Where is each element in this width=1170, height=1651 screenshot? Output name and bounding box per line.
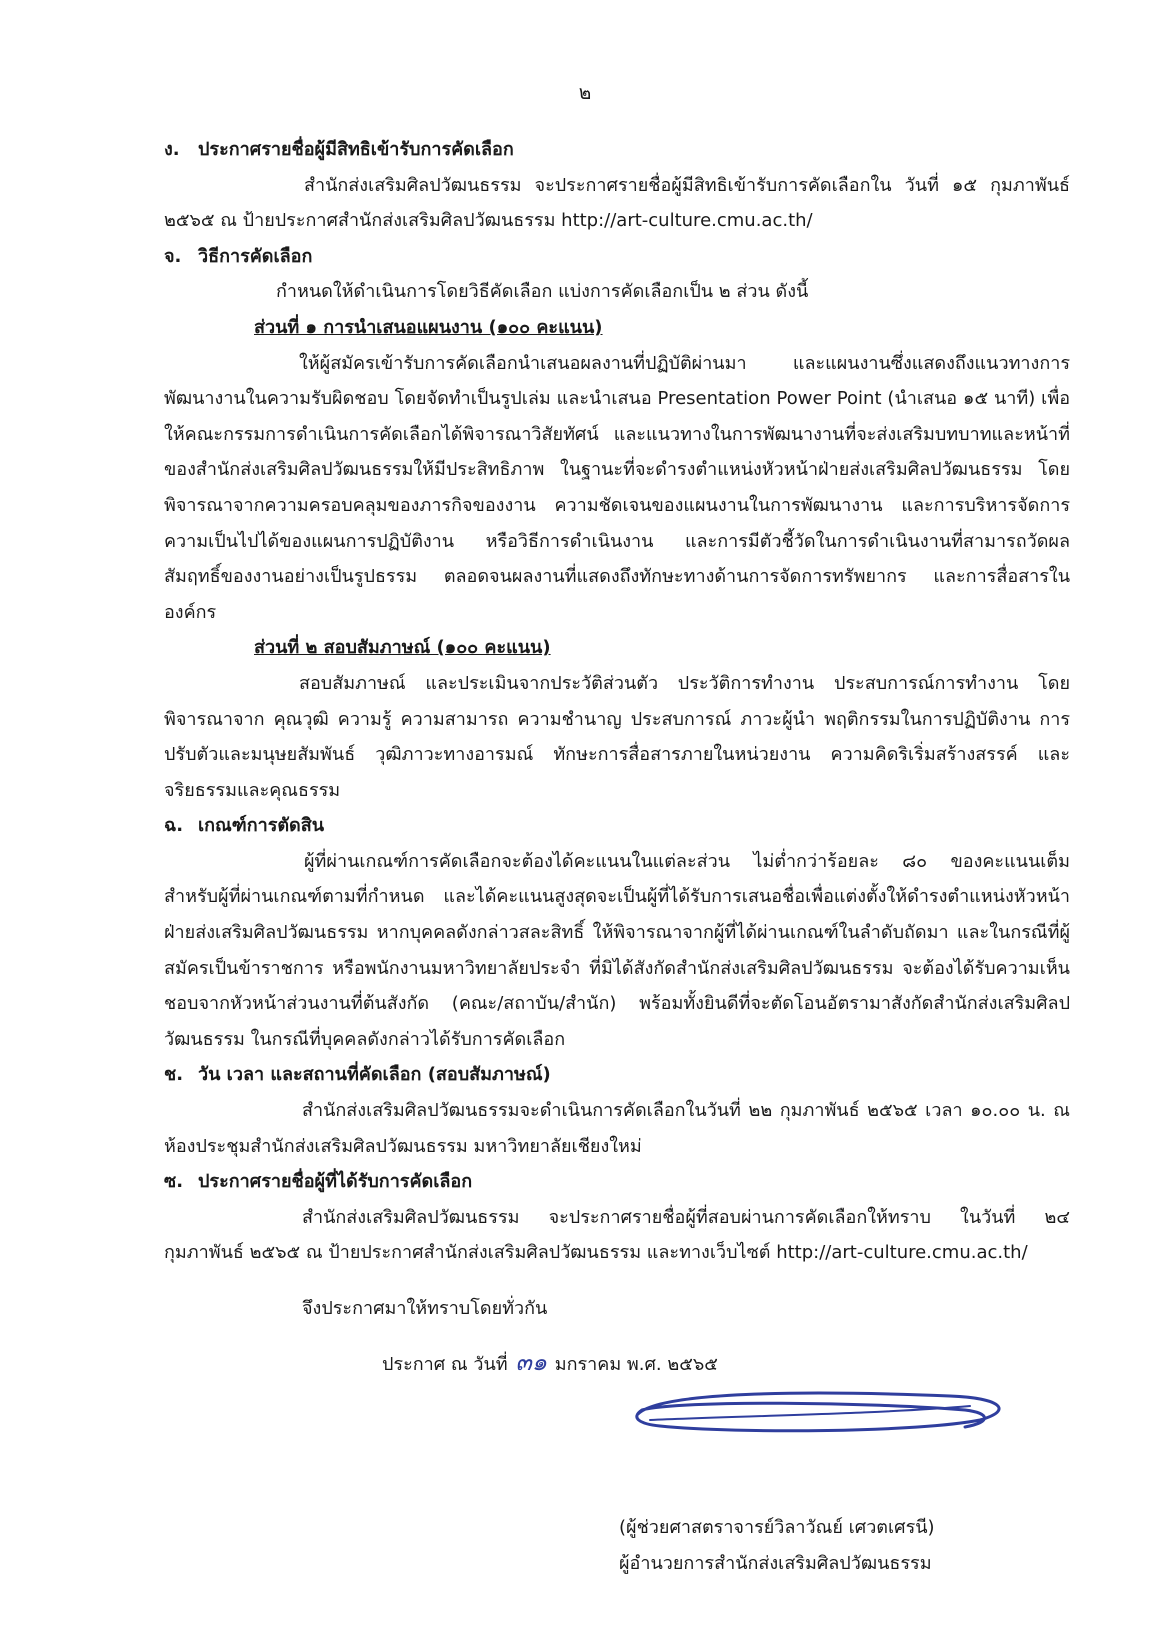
document-body [164,132,1070,1382]
section-title: วัน เวลา และสถานที่คัดเลือก (สอบสัมภาษณ์) [198,1064,551,1086]
section-title: ประกาศรายชื่อผู้ที่ได้รับการคัดเลือก [198,1171,473,1193]
part2-title: ส่วนที่ ๒ สอบสัมภาษณ์ (๑๐๐ คะแนน) [254,637,551,659]
section-heading-announce-eligible [164,132,1070,168]
part1-title: ส่วนที่ ๑ การนำเสนอแผนงาน (๑๐๐ คะแนน) [254,316,603,338]
spacer [164,1271,1070,1291]
announce-date-day: ๓๑ [515,1347,547,1376]
section-letter: ง. [164,139,180,160]
section-body-date-venue: สำนักส่งเสริมศิลปวัฒนธรรมจะดำเนินการคัดเลือกในวันที่ ๒๒ กุมภาพันธ์ ๒๕๖๕ เวลา ๑๐.๐๐ น. ณ ห้องประชุมสำนักส่งเสริมศิลปวัฒนธรรม มหาวิทยาลัยเชียงใหม่ [164,1100,1070,1157]
section-heading-announce-selected [164,1164,1070,1200]
announce-date-suffix: มกราคม พ.ศ. ๒๕๖๕ [554,1353,718,1375]
section-heading-selection-method [164,239,1070,275]
spacer [164,1327,1070,1345]
section-body-announce-selected: สำนักส่งเสริมศิลปวัฒนธรรม จะประกาศรายชื่อผู้ที่สอบผ่านการคัดเลือกให้ทราบ ในวันที่ ๒๔ กุมภาพันธ์ ๒๕๖๕ ณ ป้ายประกาศสำนักส่งเสริมศิลปวัฒนธรรม และทางเว็บไซต์ http://art-culture.cmu.ac.th/ [164,1206,1070,1264]
section-title: วิธีการคัดเลือก [198,245,313,267]
section-heading-date-venue [164,1057,1070,1093]
section-title: ประกาศรายชื่อผู้มีสิทธิเข้ารับการคัดเลือก [198,139,514,160]
section-letter: ฉ. [164,815,184,837]
section-title: เกณฑ์การตัดสิน [198,815,325,837]
announce-date [164,1345,1070,1383]
selection-method-intro: กำหนดให้ดำเนินการโดยวิธีคัดเลือก แบ่งการคัดเลือกเป็น ๒ ส่วน ดังนี้ [276,281,809,303]
signature-icon [620,1380,1040,1450]
part2-body: สอบสัมภาษณ์ และประเมินจากประวัติส่วนตัว ประวัติการทำงาน ประสบการณ์การทำงาน โดยพิจารณาจาก คุณวุฒิ ความรู้ ความสามารถ ความชำนาญ ประสบการณ์ ภาวะผู้นำ พฤติกรรมในการปฏิบัติงาน การปรับตัวและมนุษยสัมพันธ์ วุฒิภาวะทางอารมณ์ ทักษะการสื่อสารภายในหน่วยงาน ความคิดริเริ่มสร้างสรรค์ และจริยธรรมและคุณธรรม [164,672,1070,801]
announce-date-prefix: ประกาศ ณ วันที่ [382,1353,508,1375]
section-heading-criteria [164,808,1070,844]
closing-statement: จึงประกาศมาให้ทราบโดยทั่วกัน [302,1298,548,1319]
section-letter: ซ. [164,1171,184,1193]
signer-block [619,1510,935,1582]
part1-body: ให้ผู้สมัครเข้ารับการคัดเลือกนำเสนอผลงานที่ปฏิบัติผ่านมา และแผนงานซึ่งแสดงถึงแนวทางการพัฒนางานในความรับผิดชอบ โดยจัดทำเป็นรูปเล่ม และนำเสนอ Presentation Power Point (นำเสนอ ๑๕ นาที) เพื่อให้คณะกรรมการดำเนินการคัดเลือกได้พิจารณาวิสัยทัศน์ และแนวทางในการพัฒนางานที่จะส่งเสริมบทบาทและหน้าที่ของสำนักส่งเสริมศิลปวัฒนธรรมให้มีประสิทธิภาพ ในฐานะที่จะดำรงตำแหน่งหัวหน้าฝ่ายส่งเสริมศิลปวัฒนธรรม โดยพิจารณาจากความครอบคลุมของภารกิจของงาน ความชัดเจนของแผนงานในการพัฒนางาน และการบริหารจัดการ ความเป็นไปได้ของแผนการปฏิบัติงาน หรือวิธีการดำเนินงาน และการมีตัวชี้วัดในการดำเนินงานที่สามารถวัดผลสัมฤทธิ์ของงานอย่างเป็นรูปธรรม ตลอดจนผลงานที่แสดงถึงทักษะทางด้านการจัดการทรัพยากร และการสื่อสารในองค์กร [164,352,1070,623]
signer-position: ผู้อำนวยการสำนักส่งเสริมศิลปวัฒนธรรม [619,1553,932,1574]
signer-name: (ผู้ช่วยศาสตราจารย์วิลาวัณย์ เศวตเศรนี) [619,1517,935,1538]
section-letter: ช. [164,1064,184,1086]
section-letter: จ. [164,245,182,267]
section-body-announce-eligible: สำนักส่งเสริมศิลปวัฒนธรรม จะประกาศรายชื่อผู้มีสิทธิเข้ารับการคัดเลือกใน วันที่ ๑๕ กุมภาพันธ์ ๒๕๖๕ ณ ป้ายประกาศสำนักส่งเสริมศิลปวัฒนธรรม http://art-culture.cmu.ac.th/ [164,174,1070,232]
page-number: ๒ [578,82,592,104]
section-body-criteria: ผู้ที่ผ่านเกณฑ์การคัดเลือกจะต้องได้คะแนนในแต่ละส่วน ไม่ต่ำกว่าร้อยละ ๘๐ ของคะแนนเต็ม สำหรับผู้ที่ผ่านเกณฑ์ตามที่กำหนด และได้คะแนนสูงสุดจะเป็นผู้ที่ได้รับการเสนอชื่อเพื่อแต่งตั้งให้ดำรงตำแหน่งหัวหน้าฝ่ายส่งเสริมศิลปวัฒนธรรม หากบุคคลดังกล่าวสละสิทธิ์ ให้พิจารณาจากผู้ที่ได้ผ่านเกณฑ์ในลำดับถัดมา และในกรณีที่ผู้สมัครเป็นข้าราชการ หรือพนักงานมหาวิทยาลัยประจำ ที่มิได้สังกัดสำนักส่งเสริมศิลปวัฒนธรรม จะต้องได้รับความเห็นชอบจากหัวหน้าส่วนงานที่ต้นสังกัด (คณะ/สถาบัน/สำนัก) พร้อมทั้งยินดีที่จะตัดโอนอัตรามาสังกัดสำนักส่งเสริมศิลปวัฒนธรรม ในกรณีที่บุคคลดังกล่าวได้รับการคัดเลือก [164,850,1070,1050]
